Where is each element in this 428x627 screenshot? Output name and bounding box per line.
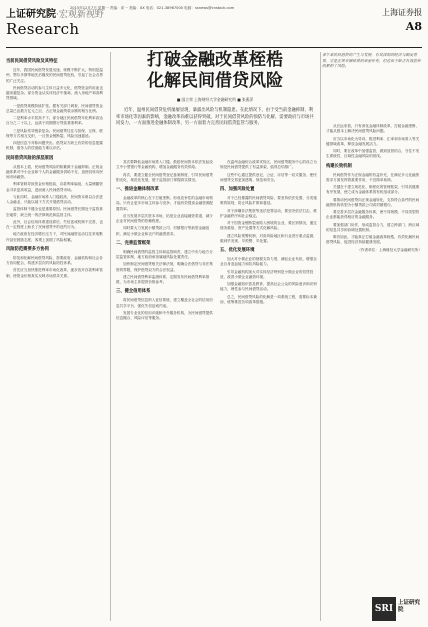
paragraph: 对于涉嫌非法集资等违法犯罪活动，要坚决依法打击，维护金融秩序和社会稳定。 (220, 208, 317, 218)
author-note: （作者单位：上海财经大学金融研究所） (357, 247, 422, 252)
header-meta: 2015年12月7日 星期一 责编：邓一 美编：XX 电话：021-38967000 电邮：ssnews@cnstock.com (70, 6, 235, 10)
section-title: Research (6, 20, 80, 38)
paragraph: 建立风险预警机制，对高风险地区和行业进行重点监测，做到早发现、早预警、早处置。 (220, 233, 317, 243)
paragraph: 利率管制导致资金价格扭曲，存款利率偏低，大量储蓄资金寻求更高收益，进而流入民间借贷市场。 (6, 182, 103, 192)
header-rule (6, 47, 422, 48)
paragraph: 这些中心通过提供登记、公证、评估等一站式服务，使民间借贷交易更加透明、规范和安全。 (220, 172, 317, 182)
paragraph: 发展专业化的信用评级和中介服务机构，为民间借贷提供信息撮合、风险评估等服务。 (116, 310, 213, 320)
byline: ■ 国立荣 上海财经大学金融研究所 ■ 张燕萍 (176, 97, 254, 102)
column-name: ·宏观新视野 (56, 10, 104, 20)
paragraph: 防范和化解民间借贷风险，需要政府、金融机构和社会各方协同配合，构建多层次的风险防控体系。 (6, 255, 103, 265)
paragraph: 民间借贷作为正规金融的有益补充，在满足多元化融资需求方面发挥着重要作用，不宜简单取缔。 (326, 172, 420, 182)
subheading: 构建长效机制 (326, 163, 352, 169)
paragraph: 三是风险传导链条复杂。民间借贷往往与担保、互保、联保等方式相互交织，一旦资金链断裂，风险迅速蔓延。 (6, 128, 103, 138)
paragraph: 唯有如此，才能真正打破金融改革桎梏，有效化解民间借贷风险，促进经济持续健康发展。 (326, 235, 420, 245)
research-institute-logo (372, 597, 422, 621)
paragraph: 将民间借贷信息纳入征信系统，建立覆盖全社会的信用信息共享平台，强化失信惩戒约束。 (116, 298, 213, 308)
body-column-2 (116, 160, 214, 621)
paragraph: 引导金融机构加大对实体经济特别是小微企业的信贷投放，改善小微企业融资环境。 (220, 269, 314, 279)
paragraph: 对于已经暴露的民间借贷风险，要坚持依法处置、分类施策的原则，防止风险扩散和蔓延。 (220, 196, 317, 206)
headline (112, 50, 318, 92)
subheading: 五、优化发展环境 (220, 248, 255, 253)
body-column-1 (6, 55, 106, 621)
paragraph: 同时要大力发展小额贷款公司、村镇银行等新型金融组织，满足小微企业和农户的融资需求。 (116, 226, 210, 236)
logo-text: 上证研究院 (398, 600, 421, 613)
newspaper-name: 上海证券报 (382, 8, 422, 17)
paragraph: 在温州金融综合改革试验区，民间借贷服务中心的设立为规范民间借贷提供了有益探索，值得总结推广。 (220, 160, 317, 170)
body-column-4 (326, 124, 422, 604)
paragraph: 与此同时，金融市场准入门槛较高，民间资本难以合法进入金融业，只能以地下方式开展借贷活动。 (6, 194, 103, 204)
paragraph: 加大对小微企业的财税支持力度，减轻企业负担，增强企业自身造血能力和抗风险能力。 (220, 257, 317, 267)
masthead (6, 4, 422, 46)
logo-mark: SRI (372, 597, 396, 621)
paragraph: 同时，要在改革中加强监管，做到放管结合，守住不发生系统性、区域性金融风险的底线。 (326, 149, 420, 159)
lead-paragraph: 近年，温州民间借贷危机屡屡显现，暴露出风险与机制隐患。在此情况下，由于受当前金融抑制、利率市场化等因素的影响，金融改革尚难以获得突破。对于民间借贷风险的预防与化解，需要政府与市场共同发力，一方面推进金融体制改革，另一方面着力完善民间借贷监管与服务。 (116, 108, 314, 127)
paragraph: 地方政府在经济增长压力下，对民间融资活动往往采取默许甚至鼓励态度，客观上加剧了风险积累。 (6, 232, 103, 242)
brand-name: 上证研究院·宏观新视野 (6, 9, 104, 20)
paragraph: 建立民间借贷利率监测体系，定期发布民间借贷利率指数，为市场主体提供价格参考。 (116, 274, 210, 284)
paragraph: 四是信息不对称问题突出。借贷双方缺乏有效的信息披露机制，债务人的偿债能力难以评估。 (6, 141, 103, 151)
paragraph: 民间借贷活动的参与主体日益多元化，借贷资金的用途也越来越复杂。部分资金从实体经济中抽离，流入房地产和高利贷领域。 (6, 85, 104, 101)
subheading: 三、健全信用体系 (116, 289, 151, 295)
paragraph: 二是利率水平居高不下。部分地区民间借贷年化利率高达百分之二十以上，远高于同期银行贷款基准利率。 (6, 116, 103, 126)
paragraph: 首先应当加快推进利率市场化改革，逐步放开存款利率管制，使资金价格真实反映市场供求关系。 (6, 268, 103, 278)
subheading: 风险防范需要多方协同 (6, 246, 49, 252)
paragraph: 加强金融知识普及教育，提高社会公众的风险意识和识别能力，理性参与民间借贷活动。 (220, 282, 317, 292)
headline-line-1: 打破金融改革桎梏 (147, 50, 283, 70)
body-column-3 (220, 160, 318, 621)
paragraph: 要完善多层次金融服务体系，使不同规模、不同类型的企业都能获得相应的金融服务。 (326, 210, 420, 220)
paragraph: 要加强部门协作，形成监管合力，建立跨部门、跨区域的信息共享和协调处置机制。 (326, 222, 420, 232)
subheading: 一、推进金融体制改革 (116, 187, 159, 192)
paragraph: 此外，社会信用体系建设滞后，失信惩戒机制不完善，也在一定程度上助长了民间借贷中的违约行为。 (6, 219, 103, 229)
headline-line-2: 化解民间借贷风险 (147, 71, 283, 91)
subheading: 当前民间借贷风险及其特征 (6, 59, 58, 64)
paragraph: 应当以市场化为导向，推进利率、汇率和市场准入等关键领域改革，释放金融发展活力。 (326, 136, 420, 146)
paragraph: 一是借贷规模持续扩张。据有关部门调查，民间借贷资金总量已达数万亿元之巨，占正规金融贷款余额的相当比例。 (6, 103, 103, 113)
paragraph: 加快制定民间借贷相关法律法规，明确合法借贷与非法集资的界限，保护借贷双方的合法权益。 (116, 262, 213, 272)
subheading: 二、完善监管框架 (116, 240, 151, 246)
paragraph: 总之，民间借贷风险的化解是一项系统工程，需要标本兼治，统筹推进各项改革措施。 (220, 294, 317, 304)
headline-block (112, 50, 318, 102)
pull-quote: 多年来民间借贷的产生与发展，有其深刻的经济与制度背景，它是正规金融体系的重要补充，但也由于缺乏有效监管而累积了风险。 (322, 52, 421, 69)
paragraph: 对于因资金链断裂而陷入困境的企业，要区别情况，通过债务重组、资产处置等方式化解风险。 (220, 221, 317, 231)
paragraph: 关键在于建立规范化、制度化的管理框架，引导其健康有序发展，使之成为金融体系的有机组成部分。 (326, 185, 420, 195)
subheading: 四、加强风险处置 (220, 187, 255, 192)
paragraph: 其次要降低金融市场准入门槛，鼓励民间资本依法发起设立中小型银行等金融机构，增加金融服务有效供给。 (116, 160, 213, 170)
subheading: 民间借贷风险的深层原因 (6, 155, 54, 161)
paragraph: 明确民间借贷的监管主体和监管职责，建立中央与地方分层监管体制，地方政府承担属地风险处置责任。 (116, 249, 213, 259)
paragraph: 金融改革的核心在于打破垄断，形成竞争性的金融市场格局。只有让更多市场主体参与竞争，才能有效提高金融资源配置效率。 (116, 196, 214, 211)
paragraph: 从长远来看，只有深化金融体制改革，打破金融垄断，才能从根本上解决民间借贷风险问题。 (326, 124, 420, 134)
column-divider (110, 52, 111, 621)
paragraph: 近年，我国民间借贷发展迅速，规模不断扩大。特别是温州、鄂尔多斯等地先后爆发的民间借贷危机，引起了社会各界的广泛关注。 (6, 68, 104, 83)
paragraph: 从根本上看，民间借贷风险的积累源于金融抑制。正规金融体系对中小企业和个人的金融服务供给不足，迫使其转向民间市场融资。 (6, 164, 104, 179)
paragraph: 再次，要建立健全民间借贷登记备案制度，引导民间借贷阳光化、规范化发展，便于监管部门掌握真实情况。 (116, 172, 213, 182)
page-number: A8 (405, 20, 422, 33)
paragraph: 监管体制不健全也是重要原因。民间借贷长期处于监管真空地带，缺乏统一的法律规范和监管主体。 (6, 207, 103, 217)
paragraph: 要推动民间借贷向正规金融转化，支持符合条件的民间融资机构转型为小额贷款公司或村镇银行。 (326, 197, 420, 207)
paragraph: 应当发展多层次资本市场，拓宽企业直接融资渠道，减少企业对民间借贷的依赖程度。 (116, 213, 213, 223)
column-divider (320, 52, 321, 621)
